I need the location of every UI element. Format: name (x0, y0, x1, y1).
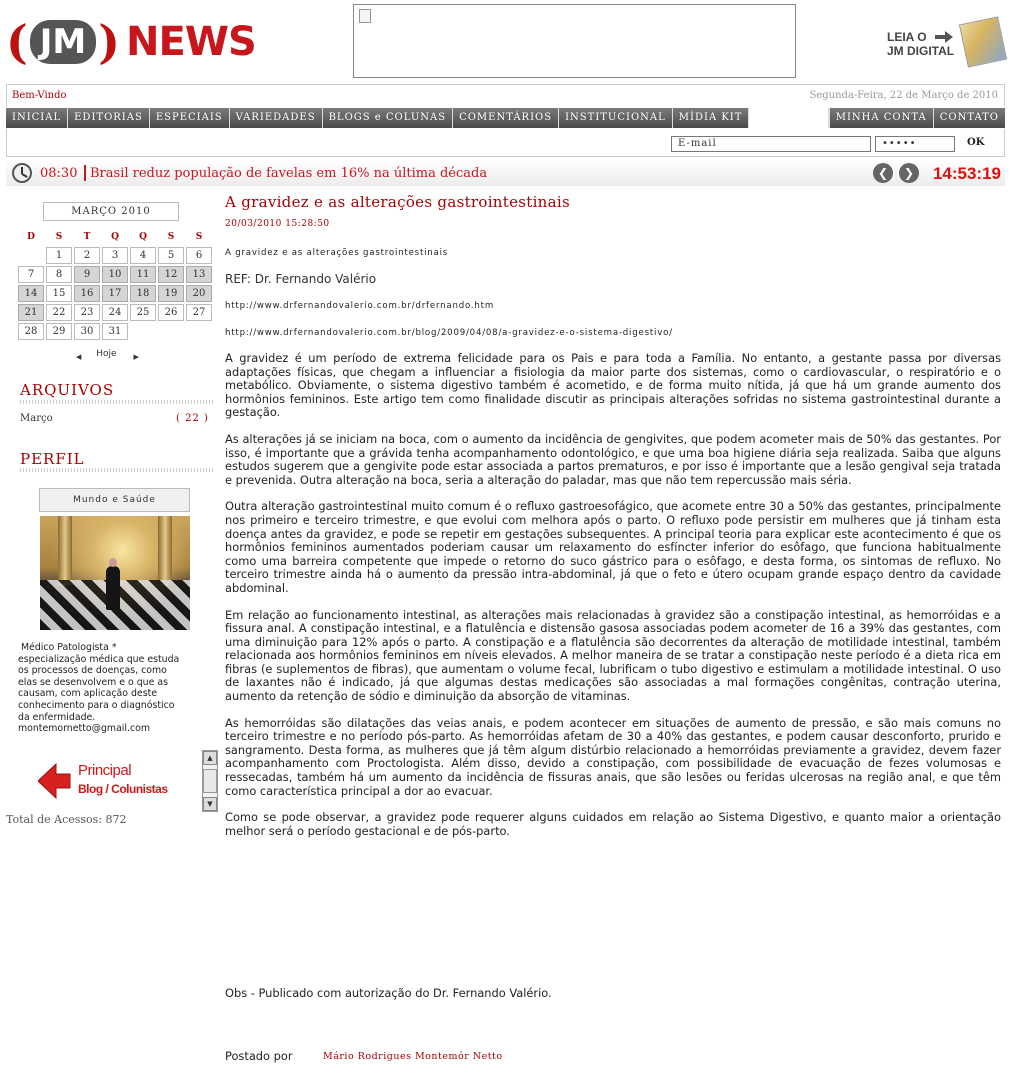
calendar-day: 7 (18, 266, 44, 283)
calendar-week (18, 247, 212, 264)
archive-month-count: ( 22 ) (176, 413, 209, 424)
article-paragraph: As hemorróidas são dilatações das veias anais, e podem acontecer em situações de aumento de pressão, e são mais comuns no terceiro trimestre e no período pós-parto. As hemorróidas afetam de 30 a 40% das gestantes, e podem causar desconforto, prurido e sangramento. Desta forma, as mulheres que já têm algum distúrbio relacionado a hemorróidas previamente a gravidez, devem fazer acompanhamento com Proctologista. Além disso, devido a constipação, com possibilidade de evacuação de fezes volumosas e ressecadas, também há um aumento da incidência de fissuras anais, que são lesões ou feridas ulcerosas na região anal, e que têm como característica principal a dor ao evacuar. (225, 715, 1001, 798)
email-input[interactable]: E-mail (671, 136, 871, 152)
nav-blogs-colunas[interactable]: BLOGS e COLUNAS (323, 108, 454, 128)
weekday: S (55, 231, 63, 242)
profile-desc-line: conhecimento para o diagnóstico (18, 699, 175, 711)
profile-name: Mundo e Saúde (39, 488, 190, 512)
profile-description (18, 642, 214, 735)
calendar-day-with-posts[interactable]: 9 (74, 266, 100, 283)
weekday: Q (111, 231, 119, 242)
calendar-month: MARÇO 2010 (43, 202, 179, 221)
article-date: 20/03/2010 15:28:50 (225, 219, 330, 229)
logo-jm: JM (30, 20, 96, 64)
article-link-2[interactable]: http://www.drfernandovalerio.com.br/blog/2009/04/08/a-gravidez-e-o-sistema-digestivo/ (225, 328, 673, 338)
calendar-day: 27 (186, 304, 212, 321)
nav-minha-conta[interactable]: MINHA CONTA (829, 108, 934, 128)
nav-inicial[interactable]: INICIAL (6, 108, 68, 128)
scroll-up-icon[interactable]: ▲ (203, 751, 217, 765)
calendar-prev-button[interactable]: ◀ (76, 353, 82, 361)
profile-desc-line: causam, com aplicação deste (18, 688, 158, 700)
ticker-time: 08:30 (40, 166, 78, 181)
calendar-day-with-posts[interactable]: 17 (102, 285, 128, 302)
ticker-prev-button[interactable] (873, 163, 893, 183)
site-logo[interactable] (6, 16, 256, 68)
main-nav (6, 108, 1005, 128)
nav-midia-kit[interactable]: MÍDIA KIT (673, 108, 750, 128)
calendar-day: 30 (74, 323, 100, 340)
article-obs: Obs - Publicado com autorização do Dr. Fernando Valério. (225, 986, 552, 1000)
leia-line1: LEIA O (887, 30, 927, 44)
profile-divider (20, 468, 214, 472)
clock-icon (12, 163, 32, 183)
password-input[interactable]: ••••• (875, 136, 955, 152)
news-ticker (6, 160, 1005, 186)
calendar-day: 2 (74, 247, 100, 264)
article-ref: REF: Dr. Fernando Valério (225, 272, 377, 286)
welcome-bar (6, 84, 1005, 106)
weekday: D (27, 231, 35, 242)
profile-desc-line: elas se desenvolvem e o que as (18, 676, 168, 688)
principal-label: Principal (78, 762, 132, 779)
calendar-week (18, 285, 212, 302)
live-clock: 14:53:19 (932, 164, 1001, 183)
article-body (225, 352, 1001, 851)
scroll-down-icon[interactable]: ▼ (203, 797, 217, 811)
nav-variedades[interactable]: VARIEDADES (230, 108, 323, 128)
arrow-left-icon (38, 762, 72, 800)
calendar-day: 15 (46, 285, 72, 302)
magazine-icon[interactable] (959, 16, 1007, 67)
profile-desc-line: Médico Patologista * (18, 642, 117, 653)
calendar-day-with-posts[interactable]: 20 (186, 285, 212, 302)
ticker-headline[interactable]: Brasil reduz população de favelas em 16% na última década (90, 166, 488, 181)
calendar-day: 4 (130, 247, 156, 264)
article-paragraph: Como se pode observar, a gravidez pode requerer alguns cuidados em relação ao Sistema Digestivo, e quanto maior a orientação melhor será o período gestacional e de pós-parto. (225, 810, 1001, 838)
nav-especiais[interactable]: ESPECIAIS (150, 108, 230, 128)
profile-email: montemornetto@gmail.com (18, 723, 151, 735)
scroll-thumb[interactable] (203, 769, 217, 793)
principal-blog-button[interactable] (36, 762, 202, 802)
calendar-day-with-posts[interactable]: 13 (186, 266, 212, 283)
archives-divider (20, 400, 214, 404)
logo-paren-open: ( (6, 15, 28, 69)
archives-title: ARQUIVOS (20, 381, 115, 399)
calendar-today-button[interactable]: Hoje (96, 349, 117, 359)
ticker-next-button[interactable] (899, 163, 919, 183)
calendar-week (18, 266, 212, 283)
article-paragraph: Outra alteração gastrointestinal muito comum é o refluxo gastroesofágico, que acomete entre 30 a 50% das gestantes, principalmente nos primeiro e terceiro trimestre, e que evolui com melhora após o parto. O refluxo pode persistir em mulheres que já tinham esta doença antes da gravidez, e pode se repetir em gestações subsequentes. A principal teoria para explicar este acontecimento é que os hormônios femininos aumentados poderiam causar um relaxamento do esfíncter inferior do esôfago, que funciona habitualmente como uma barreira competente que impede o retorno do suco gástrico para o esôfago, e desta forma, os sintomas de refluxo. No terceiro trimestre ainda há o aumento da pressão intra-abdominal, já que o feto e útero ocupam grande espaço dentro da cavidade abdominal. (225, 499, 1001, 595)
calendar-day-with-posts[interactable]: 21 (18, 304, 44, 321)
login-ok-button[interactable]: OK (967, 137, 985, 148)
nav-spacer (749, 108, 828, 128)
weekday: T (83, 231, 91, 242)
profile-desc-line: da enfermidade. (18, 711, 96, 723)
logo-paren-close: ) (98, 15, 121, 69)
logo-news: NEWS (126, 19, 256, 65)
calendar-day: 8 (46, 266, 72, 283)
posted-by-label: Postado por (225, 1049, 293, 1063)
calendar-day: 5 (158, 247, 184, 264)
calendar (16, 226, 214, 342)
profile-title: PERFIL (20, 450, 85, 468)
calendar-weekdays (18, 228, 212, 245)
sidebar-scrollbar[interactable] (202, 750, 218, 812)
arrow-right-icon: ❯ (903, 166, 915, 180)
calendar-day-with-posts[interactable]: 16 (74, 285, 100, 302)
login-bar (6, 129, 1005, 157)
article-link-1[interactable]: http://www.drfernandovalerio.com.br/drfernando.htm (225, 301, 494, 311)
calendar-day: 28 (18, 323, 44, 340)
nav-comentarios[interactable]: COMENTÁRIOS (453, 108, 559, 128)
calendar-day (130, 323, 156, 340)
photo-person (106, 566, 120, 610)
calendar-day: 22 (46, 304, 72, 321)
article-paragraph: As alterações já se iniciam na boca, com o aumento da incidência de gengivites, que podem acometer mais de 50% das gestantes. Por isso, é importante que a grávida tenha acompanhamento odontológico, e que uma boa higiene diária seja realizada. Saiba que alguns estudos sugerem que a gengivite pode estar associada a partos prematuros, e por isso é importante que a lesão gengival seja tratada e prevenida. Outra alteração na boca, seria a alteração do paladar, mas que não tem repercussão mais séria. (225, 431, 1001, 487)
calendar-week (18, 323, 212, 340)
weekday: S (167, 231, 175, 242)
article-title: A gravidez e as alterações gastrointestinais (225, 193, 570, 211)
article-paragraph: Em relação ao funcionamento intestinal, as alterações mais relacionadas à gravidez são a constipação intestinal, as hemorróidas e a fissura anal. A constipação intestinal, e a flatulência e distensão gasosa associadas podem acometer de 16 a 39% das gestantes, com uma diminuição para 12% após o parto. A constipação e a flatulência são decorrentes da alteração de motilidade intestinal, também relacionada aos hormônios femininos em níveis elevados. A melhor maneira de se tratar a constipação neste período é a dieta rica em fibras (e suplementos de fibras), que aumentam o volume fecal, lubrificam o tubo digestivo e estimulam a motilidade intestinal. O uso de laxantes não é indicado, já que algumas destas medicações são associadas a mal formações congênitas, contração uterina, aumento da retenção de sódio e diminuição da absorção de vitaminas. (225, 607, 1001, 704)
calendar-day-with-posts[interactable]: 18 (130, 285, 156, 302)
principal-sub-label: Blog / Colunistas (78, 782, 168, 796)
profile-desc-line: os processos de doenças, como (18, 665, 167, 677)
profile-photo (40, 516, 190, 630)
photo-pillar (158, 516, 172, 586)
profile-desc-line: especialização médica que estuda (18, 653, 180, 665)
calendar-day: 24 (102, 304, 128, 321)
calendar-day (158, 323, 184, 340)
calendar-day-with-posts[interactable]: 11 (130, 266, 156, 283)
article-paragraph: A gravidez é um período de extrema felicidade para os Pais e para toda a Família. No entanto, a gestante passa por diversas adaptações físicas, que chegam a influenciar a fisiologia da maior parte dos sistemas, como o cardiovascular, o respiratório e o metabólico. Obviamente, o sistema digestivo também é acometido, e de forma muito nítida, já que há um grande aumento dos hormônios femininos. Este artigo tem como finalidade discutir as principais alterações sofridas no sistema gastrointestinal durante a gestação. (225, 351, 1001, 420)
photo-pillar (58, 516, 72, 586)
calendar-day (186, 323, 212, 340)
nav-institucional[interactable]: INSTITUCIONAL (559, 108, 673, 128)
calendar-day: 29 (46, 323, 72, 340)
nav-editorias[interactable]: EDITORIAS (68, 108, 150, 128)
article-author-link[interactable]: Mário Rodrigues Montemór Netto (323, 1051, 503, 1062)
weekday: S (195, 231, 203, 242)
calendar-day: 31 (102, 323, 128, 340)
leia-line2: JM DIGITAL (887, 44, 955, 58)
calendar-next-button[interactable]: ▶ (133, 353, 139, 361)
calendar-nav (76, 349, 139, 362)
article-subtitle: A gravidez e as alterações gastrointestinais (225, 248, 449, 258)
calendar-day: 1 (46, 247, 72, 264)
broken-image-icon (359, 9, 371, 23)
banner-ad[interactable] (353, 4, 796, 78)
arrow-right-icon (935, 31, 953, 43)
calendar-day: 3 (102, 247, 128, 264)
calendar-day: 23 (74, 304, 100, 321)
calendar-day: 26 (158, 304, 184, 321)
calendar-day-with-posts[interactable]: 19 (158, 285, 184, 302)
calendar-day: 6 (186, 247, 212, 264)
ticker-separator (84, 165, 86, 181)
calendar-day (18, 247, 44, 264)
calendar-week (18, 304, 212, 321)
arrow-left-icon: ❮ (877, 166, 889, 180)
weekday: Q (139, 231, 147, 242)
calendar-day: 25 (130, 304, 156, 321)
welcome-text: Bem-Vindo (12, 90, 67, 101)
calendar-day-with-posts[interactable]: 14 (18, 285, 44, 302)
calendar-day-with-posts[interactable]: 12 (158, 266, 184, 283)
total-visits: Total de Acessos: 872 (6, 813, 127, 826)
archive-month-link[interactable]: Março (20, 413, 53, 424)
calendar-day-with-posts[interactable]: 10 (102, 266, 128, 283)
nav-contato[interactable]: CONTATO (939, 112, 999, 123)
current-date: Segunda-Feira, 22 de Março de 2010 (809, 90, 998, 101)
